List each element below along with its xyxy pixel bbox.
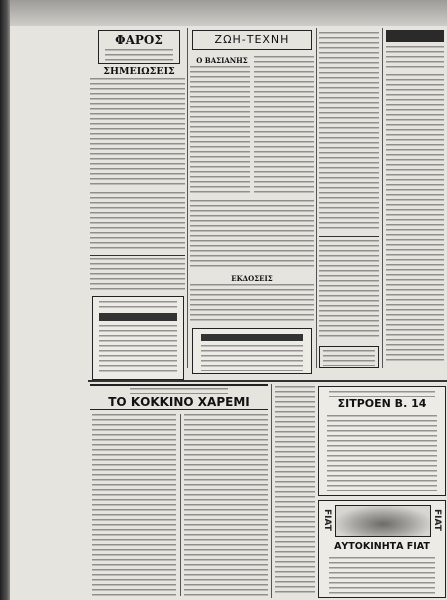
serial-label xyxy=(130,388,228,394)
notice-box xyxy=(319,346,379,368)
fiat-brand-right: FIAT xyxy=(432,509,442,531)
serial-header-box xyxy=(90,384,268,410)
ad-text xyxy=(329,557,435,595)
fiat-advertisement xyxy=(318,500,446,598)
article-text xyxy=(90,192,185,252)
serial-title: ΤΟ ΚΟΚΚΙΝΟ ΧΑΡΕΜΙ xyxy=(108,395,250,409)
notice-text xyxy=(323,350,375,366)
newspaper-page xyxy=(10,0,447,600)
serial-text xyxy=(184,414,268,596)
masthead-subtitle xyxy=(105,49,173,61)
article-text xyxy=(254,56,314,196)
column-divider xyxy=(187,28,188,368)
masthead-title: ΦΑΡΟΣ xyxy=(115,33,163,47)
section-heading-ekdoseis: ΕΚΔΟΣΕΙΣ xyxy=(231,274,273,283)
article-text xyxy=(190,66,250,196)
article-text xyxy=(319,240,379,340)
masthead-box xyxy=(98,30,180,64)
fiat-brand-left: FIAT xyxy=(322,509,332,531)
serial-text xyxy=(92,414,176,596)
ad-text xyxy=(99,325,177,375)
column-divider xyxy=(382,28,383,368)
article-text xyxy=(90,78,185,188)
article-text xyxy=(386,46,444,68)
column-rule xyxy=(90,255,185,256)
section-heading-zoi-texni: ΖΩΗ-ΤΕΧΝΗ xyxy=(214,33,290,46)
ad-headline xyxy=(201,334,303,341)
ad-text xyxy=(327,415,437,491)
ad-text xyxy=(99,301,177,309)
citroen-headline: ΣΙΤΡΟΕΝ Β. 14 xyxy=(337,397,427,410)
article-text xyxy=(190,200,314,270)
binding-edge xyxy=(0,0,10,600)
ad-headline xyxy=(99,313,177,321)
article-text xyxy=(90,258,185,292)
column-rule xyxy=(319,236,379,237)
column-divider xyxy=(316,28,317,368)
fiat-headline: ΑΥΤΟΚΙΝΗΤΑ FIAT xyxy=(334,541,430,552)
article-text xyxy=(275,386,315,596)
ad-text xyxy=(201,345,303,371)
article-heading-o-vasianis: Ο ΒΑΣΙΑΝΗΣ xyxy=(196,56,248,65)
advertisement xyxy=(192,328,312,374)
section-rule xyxy=(88,380,447,382)
citroen-advertisement xyxy=(318,386,446,496)
zoi-texni-box xyxy=(192,30,312,50)
article-text xyxy=(319,32,379,232)
section-heading-simeioseis: ΣΗΜΕΙΩΣΕΙΣ xyxy=(103,66,175,77)
article-text xyxy=(386,74,444,364)
headline-bar xyxy=(386,30,444,42)
column-divider xyxy=(180,414,181,596)
car-photo xyxy=(335,505,431,537)
advertisement xyxy=(92,296,184,380)
page-top-margin xyxy=(10,0,447,26)
article-text xyxy=(190,284,314,324)
column-divider xyxy=(271,384,272,598)
